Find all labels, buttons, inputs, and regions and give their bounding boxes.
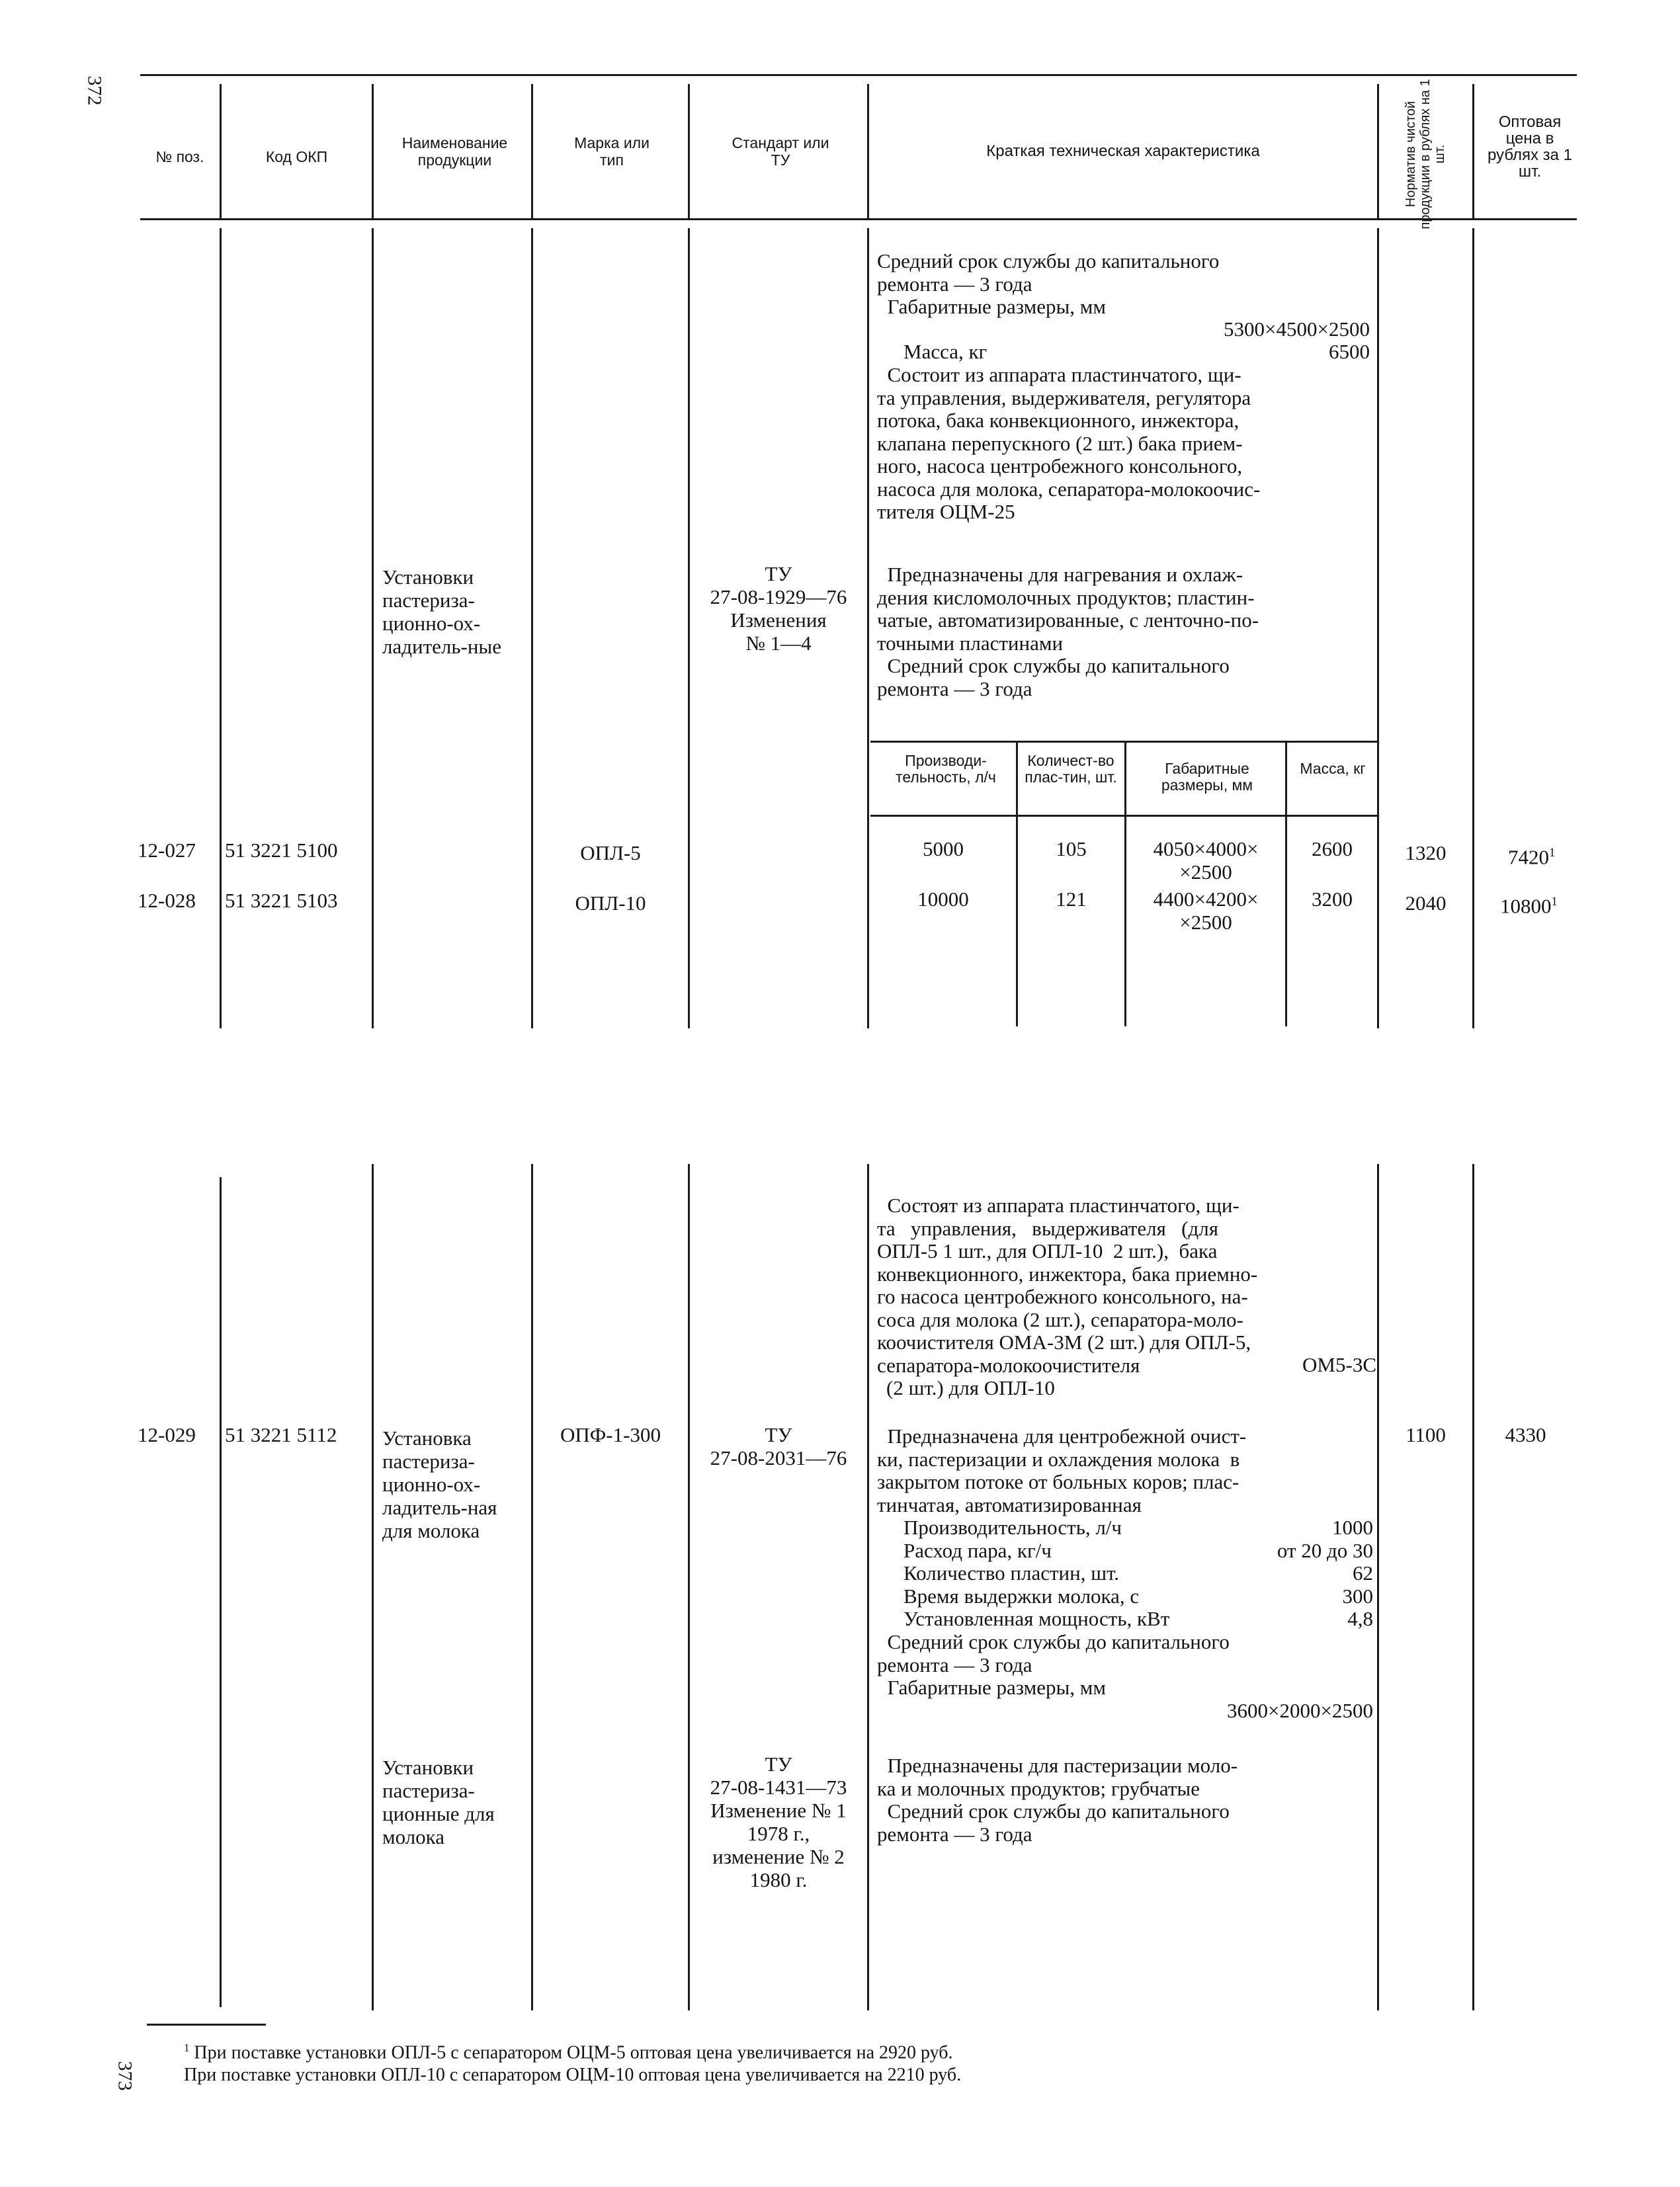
footnote-mark: 1	[184, 2042, 190, 2054]
page-number-top: 372	[83, 75, 106, 106]
row-okp: 51 3221 5103	[225, 889, 338, 912]
g1-purpose: Предназначены для нагревания и охлаж- дения кисломолочных продуктов; пластин- чатые, автоматизированные, с ленточно-по- точными пластинами Средний срок службы до капитального ремонта — 3 года	[877, 563, 1259, 700]
param-value: от 20 до 30	[1277, 1539, 1373, 1562]
header-standard: Стандарт или ТУ	[732, 134, 829, 169]
g1-standard: ТУ 27-08-1929—76 Изменения № 1—4	[710, 562, 847, 655]
row-mass: 2600	[1312, 837, 1353, 860]
column-rule	[867, 228, 869, 1028]
param-value: 62	[1353, 1561, 1373, 1585]
row-brand: ОПЛ-5	[580, 841, 641, 864]
column-rule	[1472, 228, 1474, 1028]
row-productivity: 5000	[923, 837, 964, 860]
param-label: Установленная мощность, кВт	[903, 1607, 1170, 1630]
column-rule	[531, 1164, 533, 2010]
header-price: Оптовая цена в рублях за 1 шт.	[1487, 113, 1573, 181]
g2-purpose: Предназначена для центробежной очист- ки, пастеризации и охлаждения молока в закрытом потоке от больных коров; плас- тинчатая, автоматизированная	[877, 1424, 1247, 1516]
row-standard: ТУ 27-08-2031—76	[710, 1423, 847, 1469]
subtable-header-plates: Количест-во плас-тин, шт.	[1025, 752, 1117, 786]
header-bottom-rule	[140, 218, 1577, 220]
g2-compose: Состоят из аппарата пластинчатого, щи- та управления, выдерживателя (для ОПЛ-5 1 шт., для ОПЛ-10 2 шт.), бака конвекционного, инжектора, бака приемно- го насоса центробежного консольного, на- соса для молока (2 шт.), сепаратора-моло- коочистителя ОМА-3М (2 шт.) для ОПЛ-5, сепаратора-молокоочистителя	[877, 1194, 1258, 1377]
row-price	[1508, 841, 1581, 868]
row-pos: 12-028	[138, 889, 196, 912]
row-name: Установка пастериза-ционно-ох-ладитель-ная для молока	[382, 1426, 497, 1542]
param-value: 4,8	[1347, 1607, 1373, 1630]
g1-name: Установки пастериза-ционно-ох-ладитель-ные	[382, 565, 502, 658]
param-label: Количество пластин, шт.	[903, 1561, 1120, 1585]
row-norm: 1320	[1405, 841, 1447, 864]
footnote-mark: 1	[1549, 846, 1556, 860]
param-label: Время выдержки молока, с	[903, 1585, 1140, 1608]
row-price	[1500, 890, 1586, 917]
footnote	[184, 2037, 961, 2086]
subtable-header-productivity: Производи-тельность, л/ч	[896, 752, 996, 786]
row-plates: 121	[1056, 887, 1087, 911]
g3-standard: ТУ 27-08-1431—73 Изменение № 1 1978 г., изменение № 2 1980 г.	[710, 1753, 847, 1891]
column-rule	[372, 1164, 374, 2010]
row-norm: 1100	[1406, 1423, 1446, 1446]
subtable-divider	[1285, 742, 1287, 1026]
row-pos: 12-029	[138, 1423, 196, 1446]
column-rule	[1472, 1164, 1474, 2010]
g2-compose-tail-b: (2 шт.) для ОПЛ-10	[886, 1376, 1055, 1399]
footnote-line-1	[184, 2037, 961, 2064]
subtable-divider	[1124, 742, 1126, 1026]
header-okp: Код ОКП	[265, 148, 328, 165]
subtable-top-rule	[870, 741, 1377, 743]
subtable-header-mass: Масса, кг	[1300, 760, 1366, 777]
row-mass: 3200	[1312, 887, 1353, 911]
subtable-divider	[1016, 742, 1018, 1026]
g1-dims: 5300×4500×2500	[1224, 317, 1370, 341]
param-value: 1000	[1332, 1516, 1373, 1539]
price-value: 10800	[1500, 894, 1552, 918]
row-productivity: 10000	[917, 887, 969, 911]
param-label: Расход пара, кг/ч	[903, 1539, 1052, 1562]
row-norm: 2040	[1405, 891, 1447, 915]
header-divider	[1377, 84, 1379, 218]
column-rule	[688, 1164, 690, 2010]
column-rule	[688, 228, 690, 1028]
header-divider	[372, 84, 374, 218]
header-divider	[1472, 84, 1474, 218]
footnote-line-2: При поставке установки ОПЛ-10 с сепаратором ОЦМ-10 оптовая цена увеличивается на 2210 руб.	[184, 2065, 962, 2086]
row-price: 4330	[1505, 1423, 1546, 1446]
param-value: 300	[1342, 1585, 1373, 1608]
g1-spec-intro: Средний срок службы до капитального ремонта — 3 года Габаритные размеры, мм	[877, 249, 1220, 318]
column-rule	[867, 1164, 869, 2010]
header-name: Наименование продукции	[401, 134, 508, 169]
column-rule	[220, 1177, 222, 2007]
header-norm: Норматив чистой продукции в рублях на 1 шт.	[1404, 79, 1447, 229]
header-divider	[531, 84, 533, 218]
row-okp: 51 3221 5100	[225, 839, 338, 862]
header-divider	[688, 84, 690, 218]
g1-mass-label: Масса, кг	[903, 340, 987, 363]
g3-name: Установки пастериза-ционные для молока	[382, 1756, 495, 1848]
row-dims: 4050×4000× ×2500	[1153, 837, 1259, 884]
footnote-rule	[147, 2024, 266, 2026]
header-pos: № поз.	[155, 148, 204, 165]
row-brand: ОПЛ-10	[575, 891, 646, 915]
g2-compose-tail-a: ОМ5-3С	[1302, 1353, 1376, 1376]
subtable-bottom-rule	[870, 815, 1377, 817]
header-spec: Краткая техническая характеристика	[986, 142, 1260, 160]
column-rule	[1377, 1164, 1379, 2010]
price-value: 7420	[1508, 845, 1549, 869]
g3-purpose: Предназначены для пастеризации моло- ка и молочных продуктов; грубчатые Средний срок службы до капитального ремонта — 3 года	[877, 1754, 1238, 1846]
header-top-rule	[140, 74, 1577, 76]
row-brand: ОПФ-1-300	[560, 1423, 661, 1446]
g2-service: Средний срок службы до капитального ремонта — 3 года Габаритные размеры, мм	[877, 1630, 1230, 1699]
param-label: Производительность, л/ч	[903, 1516, 1122, 1539]
footnote-mark: 1	[1551, 895, 1558, 909]
row-plates: 105	[1056, 837, 1087, 860]
g1-mass-value: 6500	[1329, 340, 1370, 363]
footnote-text-1: При поставке установки ОПЛ-5 с сепаратором ОЦМ-5 оптовая цена увеличивается на 2920 руб.	[194, 2042, 953, 2063]
g1-spec-compose: Состоит из аппарата пластинчатого, щи- та управления, выдерживателя, регулятора потока, бака конвекционного, инжектора, клапана перепускного (2 шт.) бака прием- ного, насоса центробежного консольного, насоса для молока, сепаратора-молокоочис- тителя ОЦМ-25	[877, 363, 1261, 523]
subtable-header-dims: Габаритные размеры, мм	[1161, 760, 1253, 794]
row-pos: 12-027	[138, 839, 196, 862]
page-number-bottom: 373	[114, 2061, 136, 2091]
row-dims: 4400×4200× ×2500	[1153, 887, 1259, 934]
g2-dims: 3600×2000×2500	[1227, 1699, 1373, 1722]
header-brand: Марка или тип	[574, 134, 650, 169]
row-okp: 51 3221 5112	[225, 1423, 337, 1446]
